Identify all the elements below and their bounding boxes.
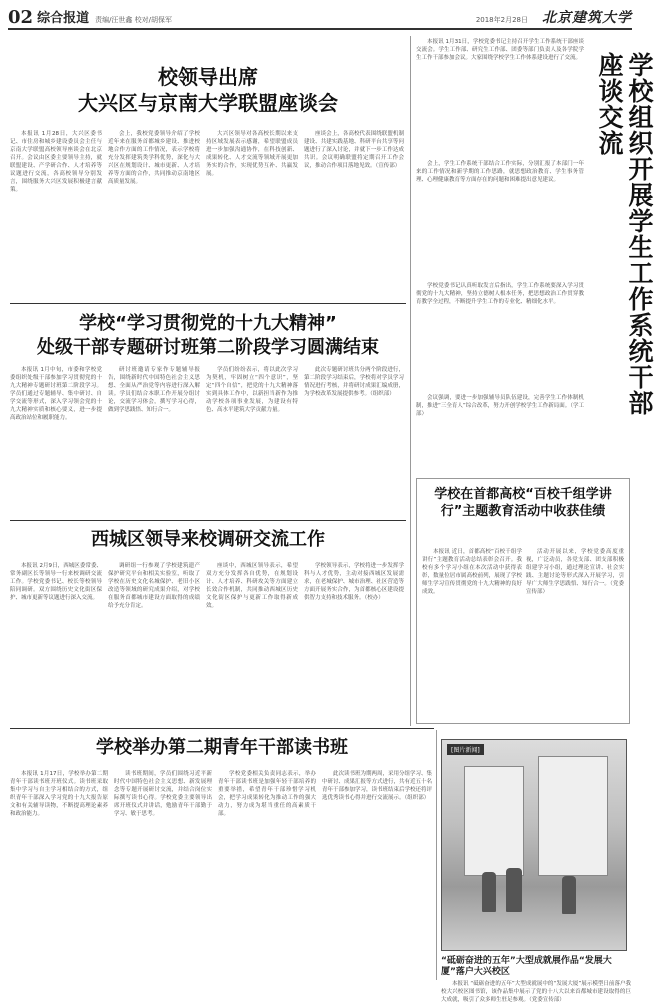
article2-title [10,312,406,360]
article2-title-line1: 学校“学习贯彻党的十九大精神” [79,313,337,334]
article4-title: 学校举办第二期青年干部读书班 [96,737,348,758]
section-title: 综合报道 [37,11,90,26]
article2-col4: 此次专题研讨班共分两个阶段进行，第二阶段学习结束后，学校将对学员学习情况进行考核，并将研讨成果汇编成册，为学校改革发展提供参考。（组织部） [304,367,404,397]
article1-col4: 座谈会上，各高校代表围绕联盟机制建设、共建实践基地、科研平台共享等问题进行了深入讨论，并就下一步工作达成共识。会议明确联盟将定期召开工作会议，推动合作项目落地见效。（宣传部） [304,131,404,169]
article4-col2: 读书班期间，学员们围绕习近平新时代中国特色社会主义思想、新发展理念等专题开展研讨交流，并结合岗位实际撰写读书心得。学校党委主要领导出席开班仪式并讲话，勉励青年干部勤于学习、敏于思考。 [114,771,212,817]
article3-col1: 本报讯 2月9日，西城区委常委、常务副区长等领导一行来校调研交流工作。学校党委书记、校长等校领导陪同调研。双方围绕历史文化街区保护、城市更新等议题进行深入交流。 [10,563,102,601]
issue-date: 2018年2月28日 [475,16,528,24]
article5-col2: 会上，学生工作系统干部结合工作实际，分别汇报了本部门一年来的工作情况和新学期的工作思路，就思想政治教育、学生事务管理、心理健康教育等方面存在的问题和困难提出意见建议。 [416,161,584,183]
article2-col1: 本报讯 1月中旬，市委和学校党委组织处级干部参加学习贯彻党的十九大精神专题研讨班第二阶段学习。学员们通过专题辅导、集中研讨、自学交流等形式，深入学习领会党的十九大精神实质和核心要义，进一步提高政治站位和履职能力。 [10,367,102,421]
photo-caption: “砥砺奋进的五年”大型成就展作品“发展大厦”落户大兴校区 [441,956,612,977]
article6-col1: 本报讯 近日，首都高校“百校千组学讲行”主题教育活动总结表彰会召开。我校有多个学习小组在本次活动中获得表彰，数量位居市属高校前列，展现了学校师生学习宣传贯彻党的十九大精神的良好成效。 [422,549,522,595]
article4-col4: 此次读书班为期两周，采用分组学习、集中研讨、成果汇报等方式进行，共有近五十名青年干部参加学习，读书班结束后学校还将评选优秀读书心得并进行交流展示。（组织部） [322,771,433,801]
article2-col2: 研讨班邀请专家作专题辅导报告，围绕新时代中国特色社会主义思想、全面从严治党等内容进行深入解读。学员们结合本职工作开展分组讨论，交流学习体会，撰写学习心得，做到学思践悟、知行合一。 [108,367,200,413]
article1-title-line1: 校领导出席 [158,65,258,89]
article6-title: 学校在首都高校“百校千组学讲行”主题教育活动中收获佳绩 [434,487,612,519]
photo-news-tag: [图片新闻] [447,744,484,755]
column-divider [436,730,437,980]
article3-col2: 调研组一行参观了学校建筑遗产保护研究平台和相关实验室，听取了学校在历史文化名城保护、老旧小区改造等领域的研究成果介绍，对学校在服务首都城市建设方面取得的成绩给予充分肯定。 [108,563,200,609]
article7-col1: 本报讯 “砥砺奋进的五年”大型成就展中的“发展大厦”展示模型日前落户我校大兴校区图书馆，该作品集中展示了党的十八大以来首都城市建设取得的巨大成就，吸引了众多师生驻足参观。（党委宣传部） [441,981,631,1003]
article5-col3: 学校党委书记认真听取发言后指出，学生工作系统要深入学习贯彻党的十九大精神，坚持立德树人根本任务，把思想政治工作贯穿教育教学全过程，不断提升学生工作的专业化、精细化水平。 [416,283,584,305]
column-divider [410,36,411,726]
page-number: 02 [8,7,34,28]
article5-col4: 会议强调，要进一步加强辅导员队伍建设，完善学生工作体制机制，推进“三全育人”综合改革，努力开创学校学生工作新局面。（学工部） [416,395,584,417]
exhibition-photo [441,739,627,951]
article2-title-line2: 处级干部专题研讨班第二阶段学习圆满结束 [37,337,379,358]
editor-line: 责编/汪世鑫 校对/胡保军 [95,16,173,24]
article1-col1: 本报讯 1月28日，大兴区委书记、市住房和城乡建设委员会主任与京南大学联盟高校领导座谈会在北京召开。会议由区委主要领导主持，就联盟建设、产学研合作、人才培养等议题进行交流，各高校领导分别发言，围绕服务大兴区发展积极建言献策。 [10,131,102,193]
article2-col3: 学员们纷纷表示，将以此次学习为契机，牢固树立“四个意识”，坚定“四个自信”，把党的十九大精神落实到具体工作中，以新担当新作为推动学校各项事业发展，为建设有特色、高水平建筑大学贡献力量。 [206,367,298,413]
divider [10,303,406,304]
divider [10,520,406,521]
article1-title-line2: 大兴区与京南大学联盟座谈会 [78,91,338,115]
visitor-figure [482,872,496,912]
article1-col3: 大兴区领导对各高校长期以来支持区域发展表示感谢，希望联盟成员进一步加强沟通协作，在科技创新、成果转化、人才交流等领域开展更加务实的合作，实现优势互补、共赢发展。 [206,131,298,177]
visitor-figure [562,876,576,914]
article3-title: 西城区领导来校调研交流工作 [91,529,325,550]
article6-col2: 活动开展以来，学校党委高度重视，广泛动员，各党支部、团支部积极组建学习小组，通过理论宣讲、社会实践、主题讨论等形式深入开展学习，引导广大师生学思践悟、知行合一。（党委宣传部） [526,549,624,595]
article4-col3: 学校党委相关负责同志表示，举办青年干部读书班是加强年轻干部培养的重要举措，希望青年干部珍惜学习机会，把学习成果转化为推动工作的强大动力，努力成为堪当重任的高素质干部。 [218,771,316,817]
exhibit-panel [538,756,608,876]
exhibit-panel [464,766,524,876]
article5-title: 学校组织开展学生工作系统干部座谈交流 [595,52,654,416]
masthead: 北京建筑大学 [542,10,632,26]
article5-col1: 本报讯 1月31日，学校党委书记主持召开学生工作系统干部座谈交流会。学生工作部、研究生工作部、团委等部门负责人及各学院学生工作干部参加会议。大家围绕学校学生工作体系建设进行了交流。 [416,39,584,61]
article4-col1: 本报讯 1月17日，学校举办第二期青年干部读书班开班仪式。读书班采取集中学习与自主学习相结合的方式，组织青年干部深入学习党的十九大报告原文和有关辅导读物，不断提高理论素养和政治能力。 [10,771,108,817]
article1-col2: 会上，我校党委领导介绍了学校近年来在服务首都城乡建设、推进校地合作方面的工作情况，表示学校将充分发挥建筑类学科优势，深化与大兴区在规划设计、城市更新、人才培养等方面的合作，共同推动京南地区高质量发展。 [108,131,200,185]
article1-title [10,64,406,116]
article3-col4: 学校领导表示，学校将进一步发挥学科与人才优势，主动对接西城区发展需求，在老城保护、城市治理、社区营造等方面开展务实合作，为首都核心区建设提供智力支持和技术服务。（校办） [304,563,404,601]
page-header [8,8,632,30]
divider [10,728,434,729]
visitor-figure [506,868,522,912]
article3-col3: 座谈中，西城区领导表示，希望双方充分发挥各自优势，在规划设计、人才培养、科研攻关等方面建立长效合作机制，共同推动西城区历史文化街区保护与更新工作取得新成效。 [206,563,298,609]
